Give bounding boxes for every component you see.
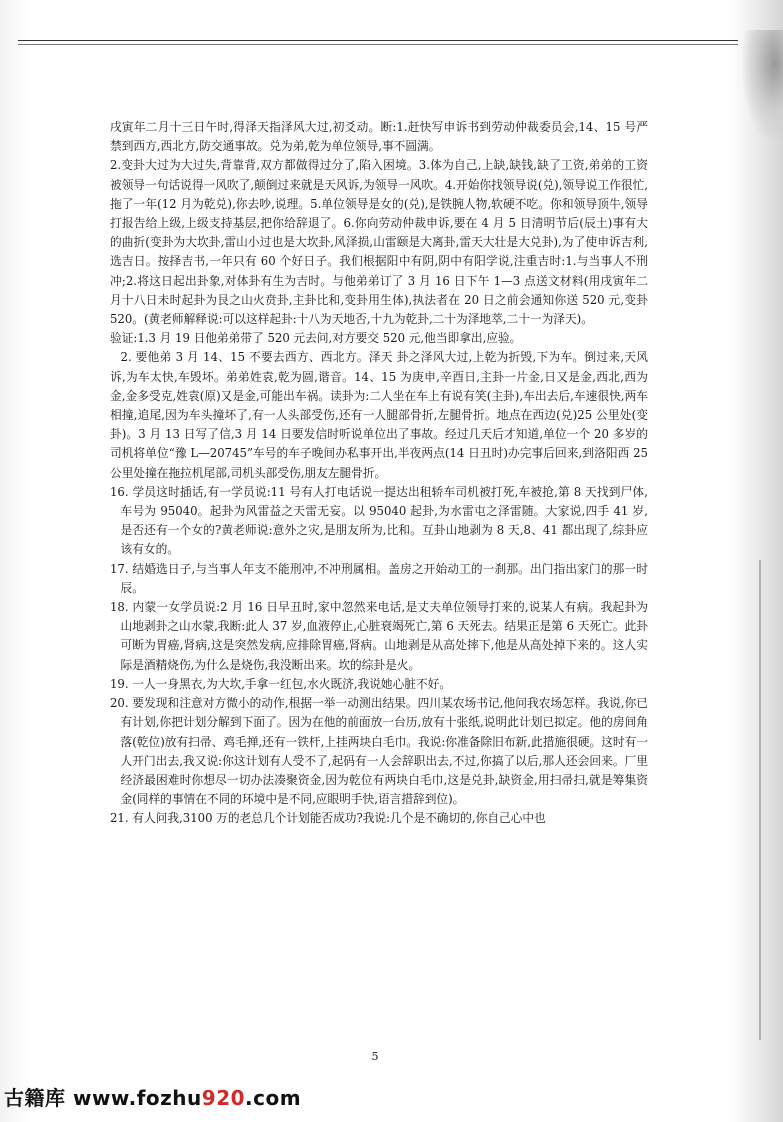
paragraph-analysis: 2.变卦大过为大过失,背靠背,双方都做得过分了,陷入困境。3.体为自己,上缺,缺钱,缺了工资,弟弟的工资被领导一句话说得一风吹了,颠倒过来就是天风诉,为领导一风吹。4.开始你找领导说(兑),领导说工作很忙,拖了一年(12 月为乾兑),你去吵,说理。5.单位领导是女的(兑),是铁腕人物,软硬不吃。你和领导顶牛,领导打报告给上级,上级支持基层,把你给辞退了。6.你向劳动仲裁申诉,要在 4 月 5 日清明节后(辰土)事有大的曲折(变卦为大坎卦,雷山小过也是大坎卦,风泽损,山雷颐是大离卦,雷天大壮是大兑卦),为了使申诉吉利,选吉日。按择吉书,一年只有 60 个好日子。我们根据阳中有阴,阴中有阳学说,注重吉时:1.与当事人不刑冲;2.将这日起出卦象,对体卦有生为吉时。与他弟弟订了 3 月 16 日下午 1—3 点送文材料(用戌寅年二月十八日未时起卦为艮之山火贲卦,主卦比和,变卦用生体),执法者在 20 日之前会通知你送 520 元,变卦 520。(黄老师解释说:可以这样起卦:十八为天地否,十九为乾卦,二十为泽地萃,二十一为泽天)。 — [110, 158, 648, 327]
paragraph-item-18: 18. 内蒙一女学员说:2 月 16 日早丑时,家中忽然来电话,是丈夫单位领导打来的,说某人有病。我起卦为山地剥卦之山水蒙,我断:此人 37 岁,血液停止,心脏衰竭死亡,第 6 天死去。结果正是第 6 天死亡。此卦可断为胃癌,肾病,这是突然发病,应排除胃癌,肾病。山地剥是从高处摔下,他是从高处掉下来的。这人实际是酒精烧伤,为什么是烧伤,我没断出来。坎的综卦是火。 — [110, 600, 648, 672]
scan-corner-shadow — [743, 30, 783, 140]
paragraph-item-20: 20. 要发现和注意对方微小的动作,根据一举一动测出结果。四川某农场书记,他问我农场怎样。我说,你已有计划,你把计划分解到下面了。因为在他的前面放一台历,放有十张纸,说明此计划已拟定。他的房间角落(乾位)放有扫帚、鸡毛掸,还有一铁杆,上挂两块白毛巾。我说:你准备除旧布新,此措施很硬。这时有一人开门出去,我又说:你这计划有人受不了,起码有一人会辞职出去,不过,你搞了以后,那人还会回来。厂里经济最困难时你想尽一切办法凑聚资金,因为乾位有两块白毛巾,这是兑卦,缺资金,用扫帚扫,就是筹集资金(同样的事情在不同的环境中是不同,应眼明手快,语言措辞到位)。 — [110, 696, 648, 807]
page-number: 5 — [371, 1050, 379, 1063]
paragraph-verification: 验证:1.3 月 19 日他弟弟带了 520 元去问,对方要交 520 元,他当即拿出,应验。 — [110, 331, 522, 346]
site-watermark — [4, 1082, 301, 1112]
paragraph-item-19: 19. 一人一身黑衣,为大坎,手拿一红包,水火既济,我说她心脏不好。 — [110, 676, 452, 691]
watermark-url-prefix: www.fozhu — [72, 1086, 202, 1110]
watermark-brand: 古籍库 — [4, 1086, 66, 1110]
paragraph-item-16: 16. 学员这时插话,有一学员说:11 号有人打电话说一提达出租轿车司机被打死,车被抢,第 8 天找到尸体,车号为 95040。起卦为风雷益之天雷无妄。以 95040 起卦,为水雷屯之泽雷随。大家说,四手 41 岁,是否还有一个女的?黄老师说:意外之灾,是朋友所为,比和。互卦山地剥为 8 天,8、41 都出现了,综卦应该有女的。 — [110, 484, 648, 557]
paragraph-item-21: 21. 有人问我,3100 万的老总几个计划能否成功?我说:几个是不确切的,你自己心中也 — [110, 811, 546, 826]
header-rule — [18, 40, 738, 41]
scan-edge-shadow — [759, 560, 761, 1040]
paragraph-item-17: 17. 结婚选日子,与当事人年支不能刑冲,不冲刑属相。盖房之开始动工的一刹那。出门指出家门的那一时辰。 — [110, 561, 648, 595]
page-body-text — [110, 118, 648, 829]
paragraph-case-intro: 戌寅年二月十三日午时,得泽天指泽风大过,初爻动。断:1.赶快写申诉书到劳动仲裁委员会,14、15 号严禁到西方,西北方,防交通事故。兑为弟,乾为单位领导,事不圆满。 — [110, 120, 648, 154]
watermark-url-suffix: .com — [245, 1086, 302, 1110]
watermark-url-number: 920 — [201, 1086, 246, 1110]
paragraph-traffic-accident: 2. 要他弟 3 月 14、15 不要去西方、西北方。泽天 卦之泽风大过,上乾为折毁,下为车。倒过来,天风诉,为车太快,车毁坏。弟弟姓袁,乾为圆,谐音。14、15 为庚申,辛酉日,主卦一片金,日又是金,西北,西为金,金多受克,姓袁(原)又是金,可能出车祸。读卦为:二人坐在车上有说有笑(主卦),车出去后,车速很快,两车相撞,追尾,因为车头撞坏了,有一人头部受伤,还有一人腿部骨折,左腿骨折。地点在西边(兑)25 公里处(变卦)。3 月 13 日写了信,3 月 14 日要发信时听说单位出了事故。经过几天后才知道,单位一个 20 多岁的司机将单位“豫 L—20745”车号的车子晚间办私事开出,半夜两点(14 日丑时)办完事后回来,到洛阳西 25 公里处撞在拖拉机尾部,司机头部受伤,朋友左腿骨折。 — [110, 350, 648, 480]
header-rule-secondary — [18, 44, 738, 45]
